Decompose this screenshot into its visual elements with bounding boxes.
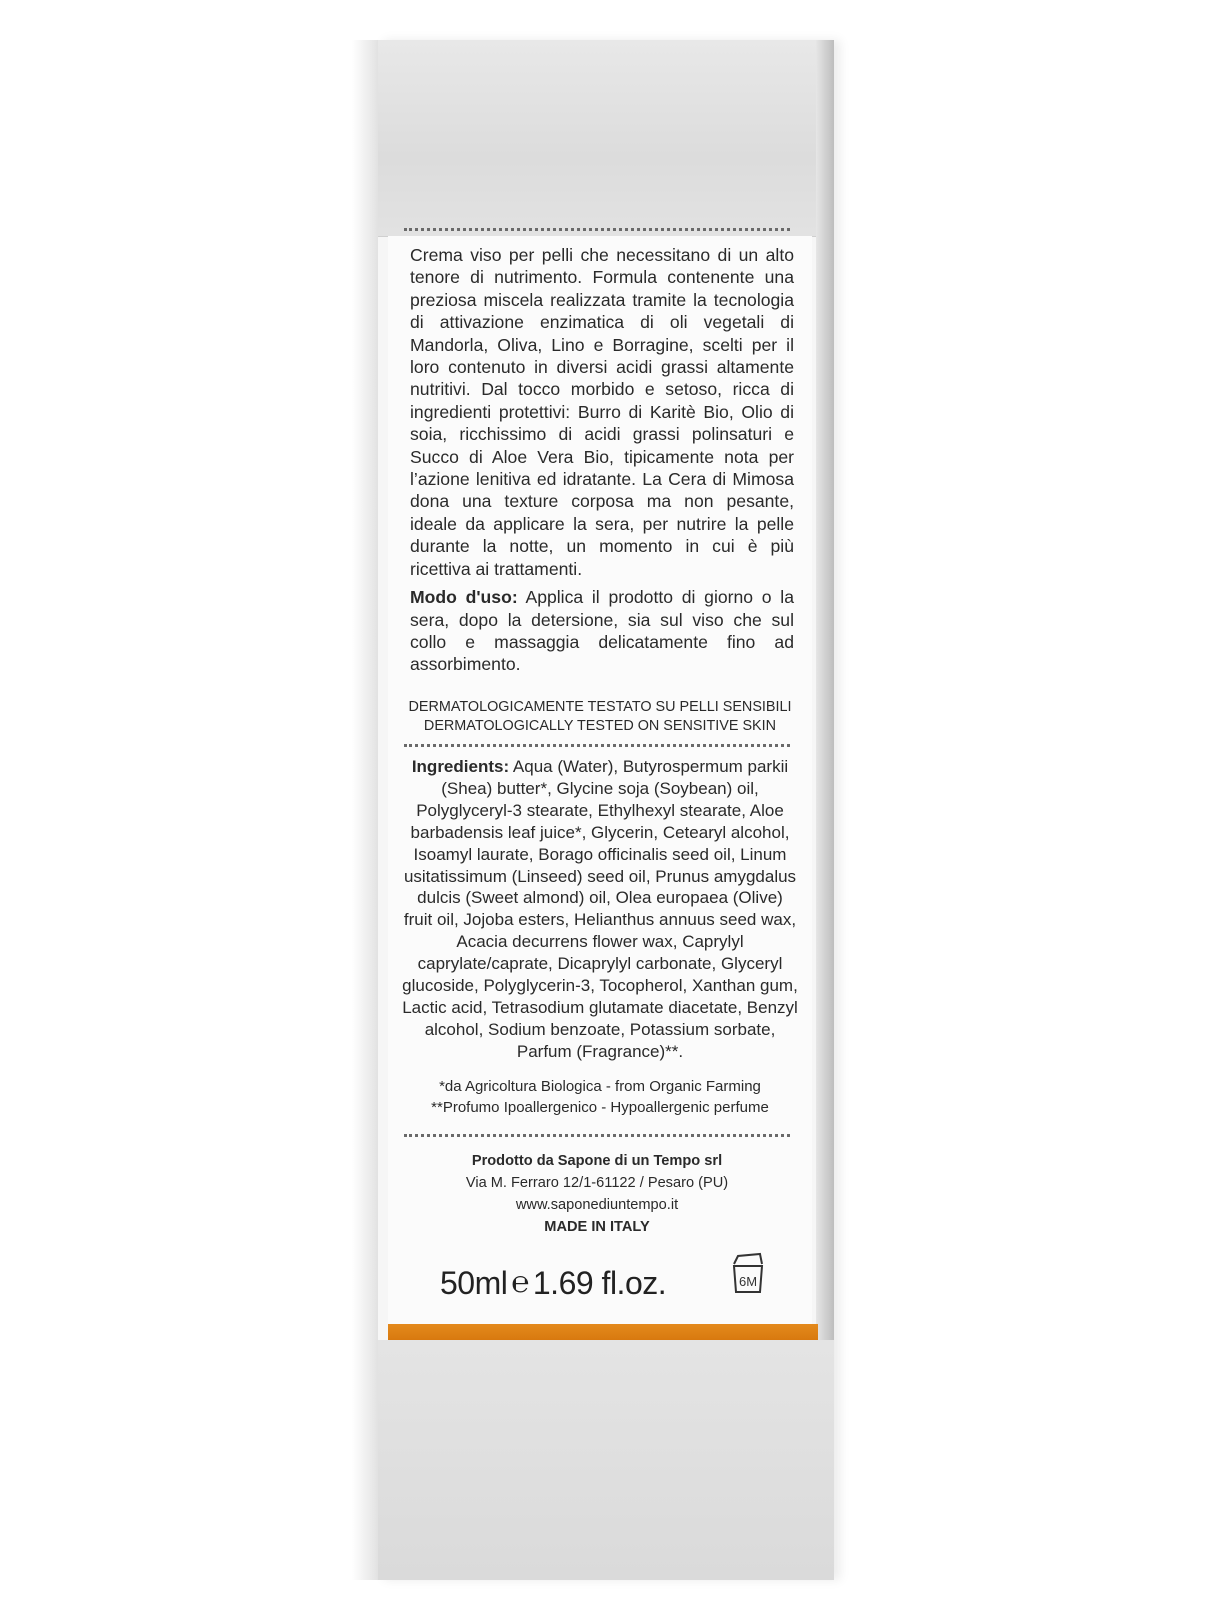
pao-jar-icon	[728, 1252, 768, 1296]
volume-metric: 50ml	[440, 1264, 508, 1301]
dermatology-line-en: DERMATOLOGICALLY TESTED ON SENSITIVE SKIN	[423, 718, 777, 734]
box-top-flap	[378, 40, 834, 237]
accent-stripe	[388, 1324, 818, 1340]
note-organic: *da Agricoltura Biologica - from Organic Farming	[439, 1078, 761, 1095]
note-perfume: **Profumo Ipoallergenico - Hypoallergenic perfume	[431, 1099, 769, 1116]
product-description	[410, 244, 794, 682]
manufacturer-info	[400, 1150, 794, 1238]
manufacturer-address: Via M. Ferraro 12/1-61122 / Pesaro (PU)	[465, 1175, 729, 1191]
estimate-sign-icon: ℮	[511, 1266, 529, 1299]
manufacturer-website: www.saponediuntempo.it	[515, 1197, 679, 1213]
net-volume	[440, 1258, 666, 1308]
divider-manufacturer	[404, 1134, 790, 1137]
description-paragraph: Crema viso per pelli che necessitano di un alto tenore di nutrimento. Formula contenente una preziosa miscela realizzata tramite la tecnologia di attivazione enzimatica di oli vegetali di Mandorla, Oliva, Lino e Borragine, scelti per il loro contenuto in diversi acidi grassi altamente nutritivi. Dal tocco morbido e setoso, ricca di ingredienti protettivi: Burro di Karitè Bio, Olio di soia, ricchissimo di acidi grassi polinsaturi e Succo di Aloe Vera Bio, tipicamente nota per l’azione lenitiva ed idratante. La Cera di Mimosa dona una texture corposa ma non pesante, ideale da applicare la sera, per nutrire la pelle durante la notte, un momento in cui è più ricettiva ai trattamenti.	[410, 245, 794, 579]
divider-ingredients	[404, 744, 790, 747]
ingredients-text: Aqua (Water), Butyrospermum parkii (Shea) butter*, Glycine soja (Soybean) oil, Polyglyceryl-3 stearate, Ethylhexyl stearate, Aloe barbadensis leaf juice*, Glycerin, Cetearyl alcohol, Isoamyl laurate, Borago officinalis seed oil, Linum usitatissimum (Linseed) seed oil, Prunus amygdalus dulcis (Sweet almond) oil, Olea europaea (Olive) fruit oil, Jojoba esters, Helianthus annuus seed wax, Acacia decurrens flower wax, Caprylyl caprylate/caprate, Dicaprylyl carbonate, Glyceryl glucoside, Polyglycerin-3, Tocopherol, Xanthan gum, Lactic acid, Tetrasodium glutamate diacetate, Benzyl alcohol, Sodium benzoate, Potassium sorbate, Parfum (Fragrance)**.	[402, 757, 798, 1061]
dermatology-line-it: DERMATOLOGICAMENTE TESTATO SU PELLI SENSIBILI	[408, 699, 792, 715]
ingredient-notes	[402, 1076, 798, 1118]
volume-imperial: 1.69 fl.oz.	[532, 1264, 667, 1301]
usage-text: Applica il prodotto di giorno o la sera, dopo la detersione, sia sul viso che sul collo e massaggia delicatamente fino ad assorbimento.	[410, 587, 794, 675]
manufacturer-name: Prodotto da Sapone di un Tempo srl	[471, 1153, 723, 1169]
usage-paragraph	[410, 586, 794, 676]
ingredients-label: Ingredients:	[411, 757, 510, 776]
usage-label: Modo d'uso:	[410, 587, 518, 608]
made-in-italy: MADE IN ITALY	[544, 1219, 650, 1235]
ingredients-list	[402, 756, 798, 1063]
box-bottom-flap	[378, 1340, 834, 1580]
divider-top	[404, 228, 790, 231]
pao-label: 6M	[738, 1274, 758, 1289]
dermatology-claim	[404, 698, 796, 736]
